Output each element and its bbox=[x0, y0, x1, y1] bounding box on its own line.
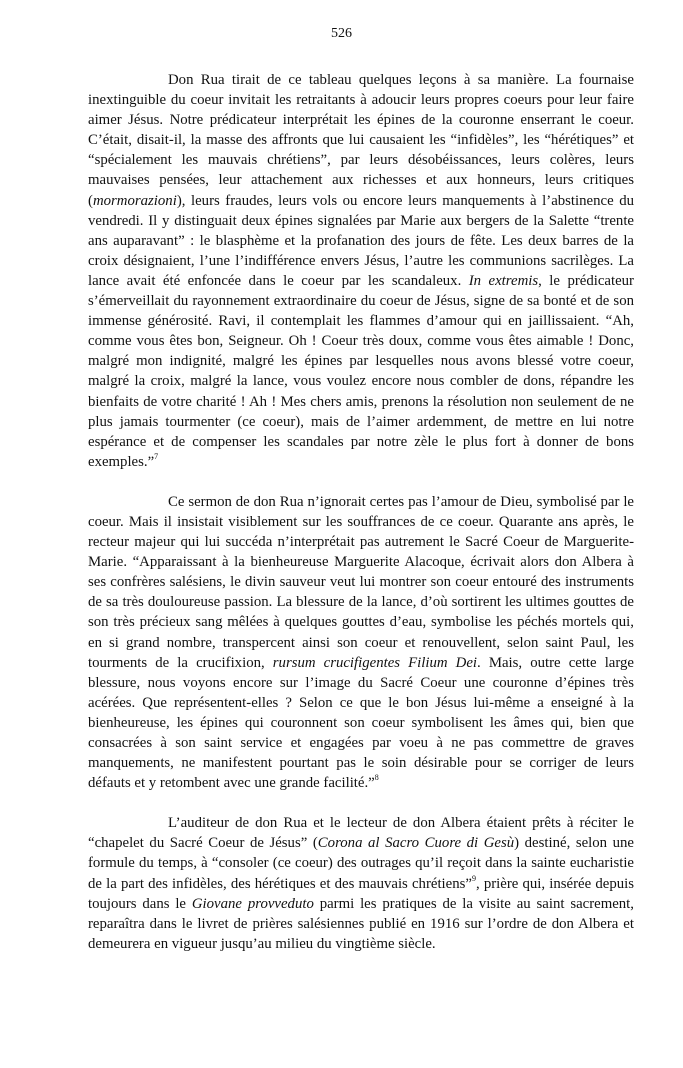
text-run: parmi les pratiques de la visite au saint sacrement, reparaîtra dans le livret de prières salésiennes publié en 1916 sur l’ordre de don Albera et demeurera en vigueur jusqu’au milieu du vingtième siècle. bbox=[88, 895, 634, 952]
paragraph-3 bbox=[88, 813, 634, 954]
paragraph-2 bbox=[88, 492, 634, 793]
italic-text: rursum crucifigentes Filium Dei bbox=[272, 654, 478, 671]
page-number: 526 bbox=[331, 26, 352, 41]
italic-text: Corona al Sacro Cuore di Gesù bbox=[317, 835, 515, 852]
italic-text: Giovane provveduto bbox=[191, 895, 314, 912]
text-run: , le prédicateur s’émerveillait du rayonnement extraordinaire du coeur de Jésus, signe de sa bonté et de son immense générosité. Ravi, il contemplait les flammes d’amour qui en jaillissaient. “Ah, comme vous êtes bon, Seigneur. Oh ! Coeur très doux, comme vous êtes aimable ! Donc, malgré mon indignité, malgré les épines par lesquelles nous avons blessé votre coeur, malgré la croix, malgré la lance, vous voulez encore nous combler de dons, répandre les bienfaits de votre charité ! Ah ! Mes chers amis, prenons la résolution non seulement de ne plus jamais tourmenter (ce coeur), mais de l’aimer ardemment, de mettre en lui notre espérance et de compenser les scandales par notre zèle le plus fort à donner de bons exemples.” bbox=[88, 272, 634, 470]
text-run: . Mais, outre cette large blessure, nous voyons encore sur l’image du Sacré Coeur une couronne d’épines très acérées. Que représentent-elles ? Selon ce que le bon Jésus lui-même a enseigné à la bienheureuse, les épines qui couronnent son coeur symbolisent les âmes qui, bien que consacrées à son saint service et engagées par voeu à ne pas commettre de graves manquements, ne manifestent pourtant pas le soin désirable pour se corriger de leurs défauts et y retombent avec une grande facilité.” bbox=[88, 654, 635, 792]
italic-text: In extremis bbox=[468, 272, 539, 289]
footnote-ref: 8 bbox=[374, 773, 379, 783]
text-run: ) destiné, selon une formule du temps, à “consoler (ce coeur) des outrages qu’il reçoit dans la sainte eucharistie de la part des infidèles, des hérétiques et des mauvais chrétiens” bbox=[88, 835, 634, 892]
text-run: Ce sermon de don Rua n’ignorait certes pas l’amour de Dieu, symbolisé par le coeur. Mais il insistait visiblement sur les souffrances de ce coeur. Quarante ans après, le recteur majeur qui lui succéda n’interprétait pas autrement le Sacré Coeur de Marguerite-Marie. “Apparaissant à la bienheureuse Marguerite Alacoque, écrivait alors don Albera à ses confrères salésiens, le divin sauveur veut lui montrer son coeur entouré des instruments de sa très douloureuse passion. La blessure de la lance, d’où sortirent les ultimes gouttes de son très précieux sang mêlées à quelques gouttes d’eau, symbolise les péchés mortels qui, en si grand nombre, transpercent ainsi son coeur et renouvellent, selon saint Paul, les tourments de la crucifixion, bbox=[88, 493, 634, 671]
body-text bbox=[88, 70, 634, 954]
text-run: , prière qui, insérée depuis toujours dans le bbox=[88, 875, 634, 912]
footnote-ref: 7 bbox=[154, 451, 159, 461]
text-run: Don Rua tirait de ce tableau quelques leçons à sa manière. La fournaise inextinguible du coeur invitait les retraitants à adoucir leurs propres coeurs pour leur faire aimer Jésus. Notre prédicateur interprétait les épines de la couronne enserrant le coeur. C’était, disait-il, la masse des affronts que lui causaient les “infidèles”, les “hérétiques” et “spécialement les mauvais chrétiens”, par leurs désobéissances, leurs colères, leurs mauvaises pensées, leur attachement aux richesses et aux honneurs, leurs critiques ( bbox=[88, 72, 634, 209]
paragraph-1 bbox=[88, 70, 634, 472]
text-run: ), leurs fraudes, leurs vols ou encore leurs manquements à l’abstinence du vendredi. Il y distinguait deux épines signalées par Marie aux bergers de la Salette “trente ans auparavant” : le blasphème et la profanation des jours de fête. Les deux barres de la croix désignaient, l’une l’indifférence envers Jésus, l’autre les communions sacrilèges. La lance avait été enfoncée dans le coeur par les scandaleux. bbox=[88, 192, 634, 289]
footnote-ref: 9 bbox=[471, 873, 476, 883]
text-run: L’auditeur de don Rua et le lecteur de don Albera étaient prêts à réciter le “chapelet du Sacré Coeur de Jésus” ( bbox=[88, 815, 634, 852]
italic-text: mormorazioni bbox=[92, 192, 177, 209]
